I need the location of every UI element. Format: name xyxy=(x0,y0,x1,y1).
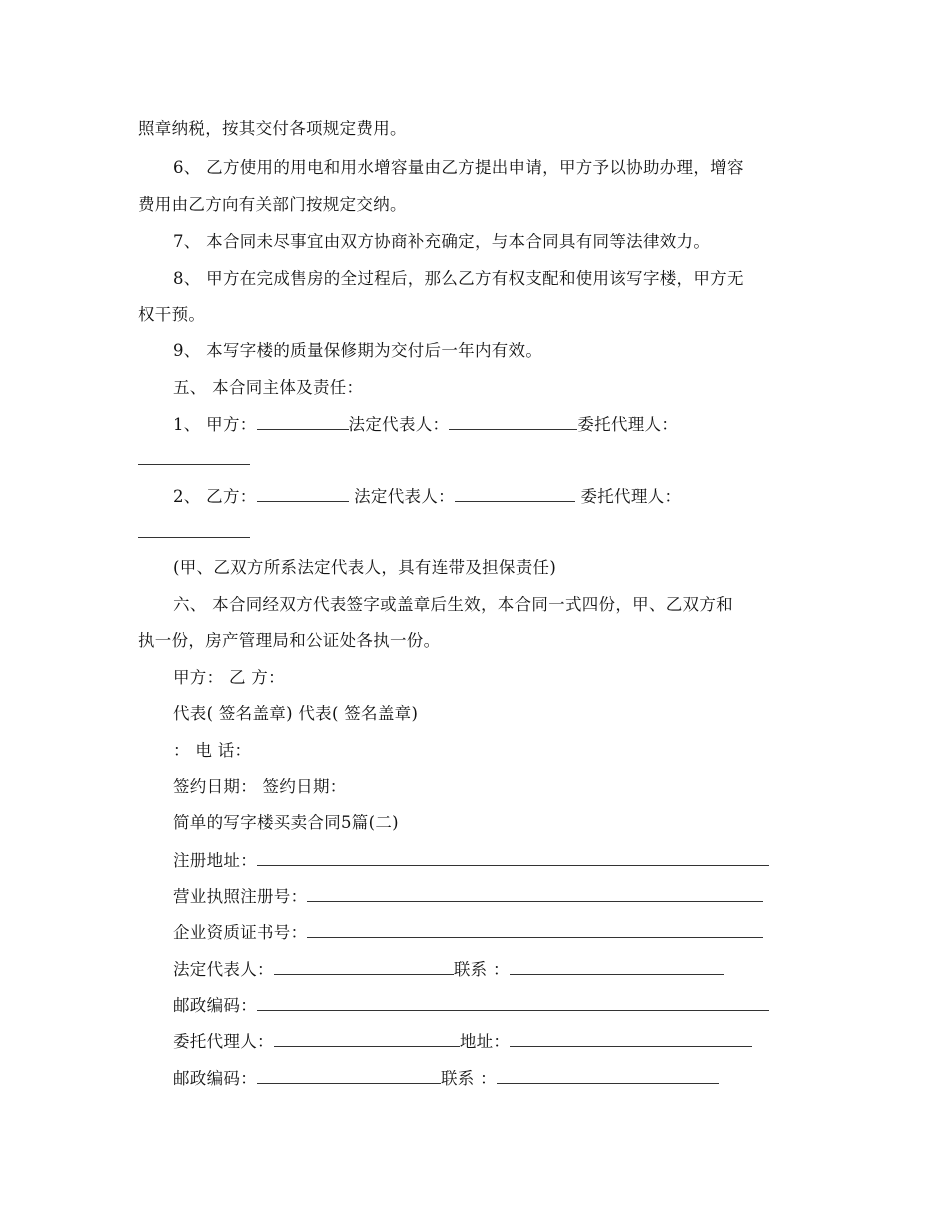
form-postal-code-1 xyxy=(173,994,769,1017)
signature-phone: ： 电 话： xyxy=(173,741,252,760)
section-5-heading: 五、 本合同主体及责任： xyxy=(173,378,364,397)
form-qualification-no xyxy=(173,921,763,944)
clause-7: 7、 本合同未尽事宜由双方协商补充确定，与本合同具有同等法律效力。 xyxy=(173,232,711,251)
party-b-label: 2、 乙方： xyxy=(173,487,257,506)
liability-note: (甲、乙双方所系法定代表人，具有连带及担保责任) xyxy=(173,558,557,577)
clause-9: 9、 本写字楼的质量保修期为交付后一年内有效。 xyxy=(173,341,543,360)
party-a-agent-label: 委托代理人： xyxy=(577,415,679,434)
legal-rep-blank[interactable] xyxy=(274,958,454,975)
postal-code-blank-1[interactable] xyxy=(257,994,769,1011)
agent-label: 委托代理人： xyxy=(173,1032,274,1051)
party-a-blank[interactable] xyxy=(257,413,349,430)
clause-6-line-2: 费用由乙方向有关部门按规定交纳。 xyxy=(138,195,407,214)
party-b-line xyxy=(173,485,681,508)
contact-label-2: 联系 ： xyxy=(441,1069,497,1088)
signature-parties: 甲方： 乙 方： xyxy=(173,668,285,687)
form-license-no xyxy=(173,885,763,908)
party-b-agent-blank-wrap xyxy=(138,521,250,543)
postal-code-label-1: 邮政编码： xyxy=(173,996,257,1015)
license-no-blank[interactable] xyxy=(307,885,763,902)
contact-blank-2[interactable] xyxy=(497,1067,719,1084)
reg-address-label: 注册地址： xyxy=(173,851,257,870)
party-a-agent-blank-wrap xyxy=(138,448,250,470)
party-a-agent-blank[interactable] xyxy=(138,448,250,465)
form-legal-rep xyxy=(173,958,724,981)
qualification-no-blank[interactable] xyxy=(307,921,763,938)
section-6-line-2: 执一份，房产管理局和公证处各执一份。 xyxy=(138,631,441,650)
party-a-legal-rep-blank[interactable] xyxy=(449,413,577,430)
party-b-agent-blank[interactable] xyxy=(138,521,250,538)
second-contract-title: 简单的写字楼买卖合同5篇(二) xyxy=(173,813,399,832)
form-reg-address xyxy=(173,849,769,872)
clause-8-line-2: 权干预。 xyxy=(138,305,206,324)
address-blank[interactable] xyxy=(510,1030,752,1047)
party-b-legal-rep-blank[interactable] xyxy=(455,485,575,502)
party-a-legal-rep-label: 法定代表人： xyxy=(348,415,450,434)
postal-code-label-2: 邮政编码： xyxy=(173,1069,257,1088)
postal-code-blank-2[interactable] xyxy=(257,1067,441,1084)
form-agent xyxy=(173,1030,752,1053)
form-postal-code-2 xyxy=(173,1067,719,1090)
agent-blank[interactable] xyxy=(274,1030,460,1047)
contact-label: 联系 ： xyxy=(453,960,510,979)
party-b-legal-rep-label: 法定代表人： xyxy=(348,487,455,506)
qualification-no-label: 企业资质证书号： xyxy=(173,923,308,942)
clause-6-line-1: 6、 乙方使用的用电和用水增容量由乙方提出申请，甲方予以协助办理，增容 xyxy=(173,158,744,177)
party-a-label: 1、 甲方： xyxy=(173,415,257,434)
clause-8-line-1: 8、 甲方在完成售房的全过程后，那么乙方有权支配和使用该写字楼，甲方无 xyxy=(173,269,744,288)
paragraph-continuation: 照章纳税，按其交付各项规定费用。 xyxy=(138,119,407,138)
party-a-line xyxy=(173,413,678,436)
license-no-label: 营业执照注册号： xyxy=(173,887,308,906)
party-b-blank[interactable] xyxy=(257,485,349,502)
signature-representatives: 代表( 签名盖章) 代表( 签名盖章) xyxy=(173,704,419,723)
contact-blank[interactable] xyxy=(510,958,724,975)
party-b-agent-label: 委托代理人： xyxy=(574,487,682,506)
signature-dates: 签约日期： 签约日期： xyxy=(173,777,347,796)
address-label: 地址： xyxy=(459,1032,511,1051)
section-6-line-1: 六、 本合同经双方代表签字或盖章后生效，本合同一式四份，甲、乙双方和 xyxy=(173,595,733,614)
reg-address-blank[interactable] xyxy=(257,849,769,866)
legal-rep-label: 法定代表人： xyxy=(173,960,274,979)
